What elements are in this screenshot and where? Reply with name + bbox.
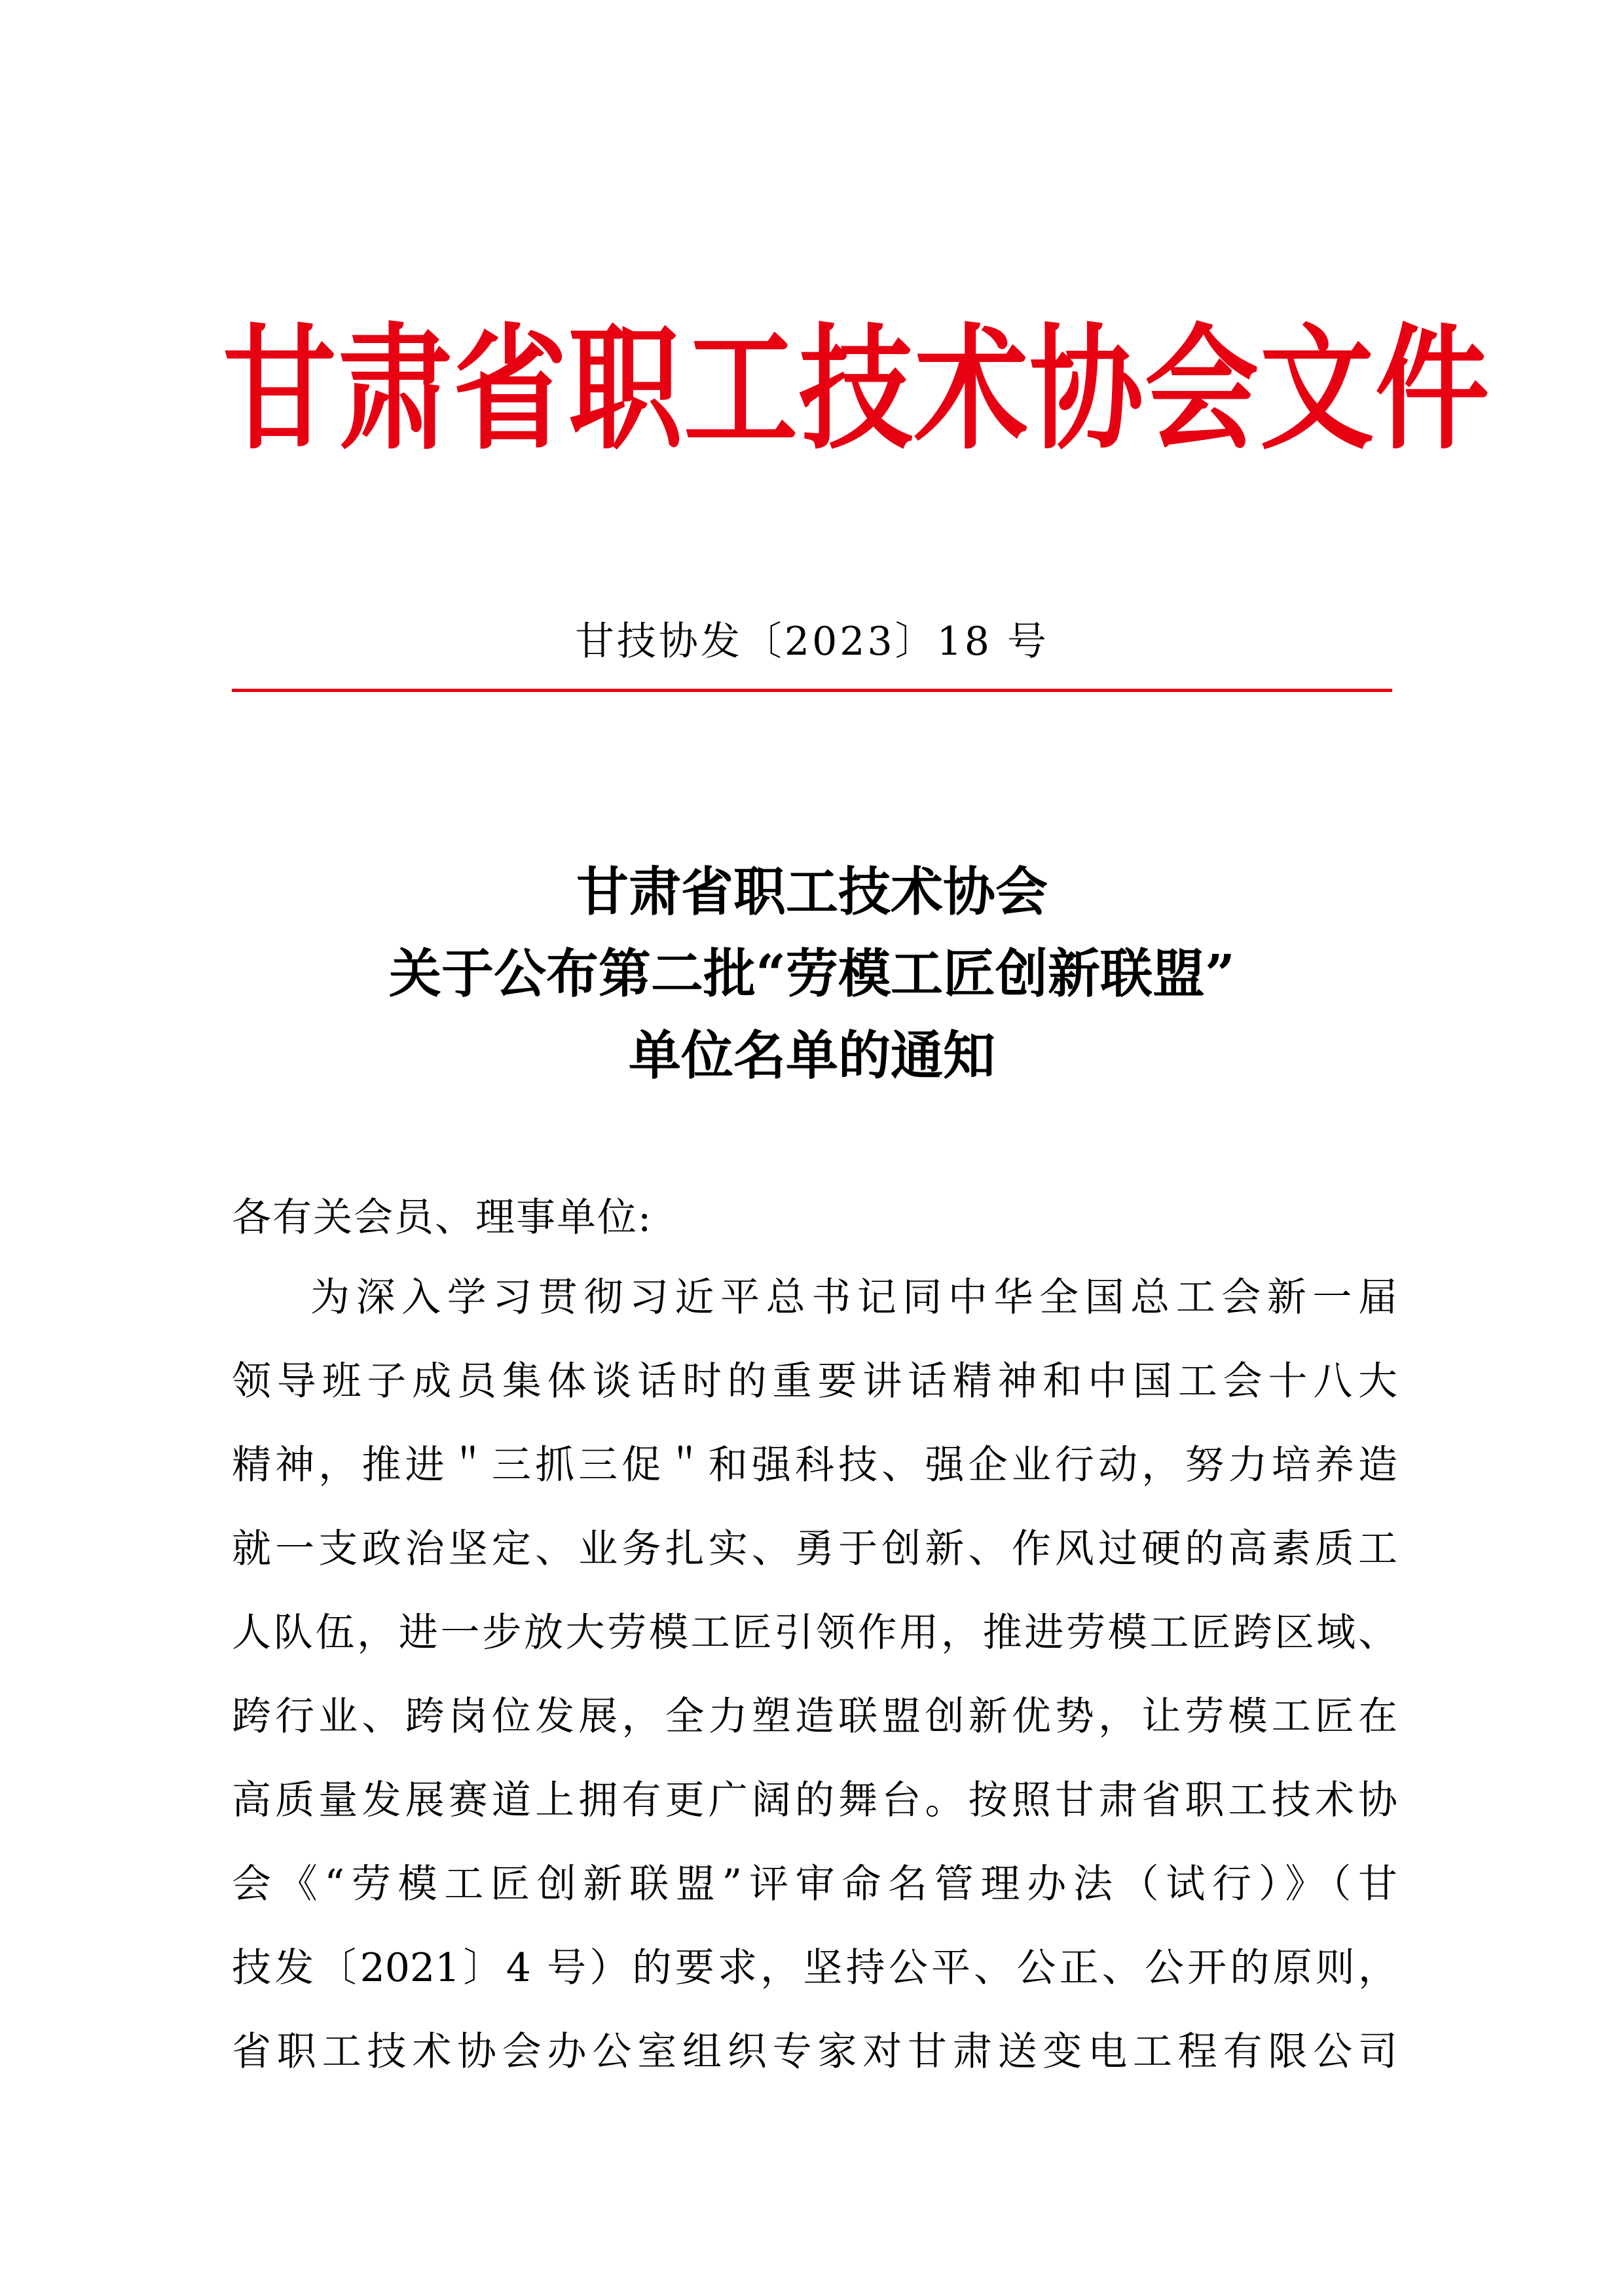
body-line: 为深入学习贯彻习近平总书记同中华全国总工会新一届 — [310, 1275, 1397, 1321]
notice-title-line-2: 关于公布第二批“劳模工匠创新联盟” — [388, 943, 1236, 1004]
body-line: 精神，推进＂三抓三促＂和强科技、强企业行动，努力培养造 — [232, 1442, 1397, 1488]
body-line: 跨行业、跨岗位发展，全力塑造联盟创新优势，让劳模工匠在 — [232, 1694, 1397, 1740]
body-line: 技发〔2021〕4 号）的要求，坚持公平、公正、公开的原则， — [232, 1945, 1397, 1991]
document-number: 甘技协发〔2023〕18 号 — [574, 619, 1050, 665]
red-divider-line — [232, 689, 1392, 692]
notice-title-line-1: 甘肃省职工技术协会 — [576, 861, 1048, 922]
body-line: 省职工技术协会办公室组织专家对甘肃送变电工程有限公司 — [232, 2029, 1397, 2075]
masthead-title: 甘肃省职工技术协会文件 — [223, 310, 1491, 469]
body-line: 高质量发展赛道上拥有更广阔的舞台。按照甘肃省职工技术协 — [232, 1777, 1397, 1823]
body-line: 人队伍，进一步放大劳模工匠引领作用，推进劳模工匠跨区域、 — [232, 1610, 1397, 1656]
body-line: 会《“劳模工匠创新联盟”评审命名管理办法（试行）》（甘 — [232, 1861, 1397, 1907]
body-text — [232, 1256, 1397, 2094]
body-line: 领导班子成员集体谈话时的重要讲话精神和中国工会十八大 — [232, 1358, 1397, 1404]
salutation: 各有关会员、理事单位: — [232, 1195, 653, 1241]
body-line: 就一支政治坚定、业务扎实、勇于创新、作风过硬的高素质工 — [232, 1526, 1397, 1572]
notice-title-line-3: 单位名单的通知 — [629, 1025, 995, 1086]
notice-title — [223, 851, 1401, 1097]
